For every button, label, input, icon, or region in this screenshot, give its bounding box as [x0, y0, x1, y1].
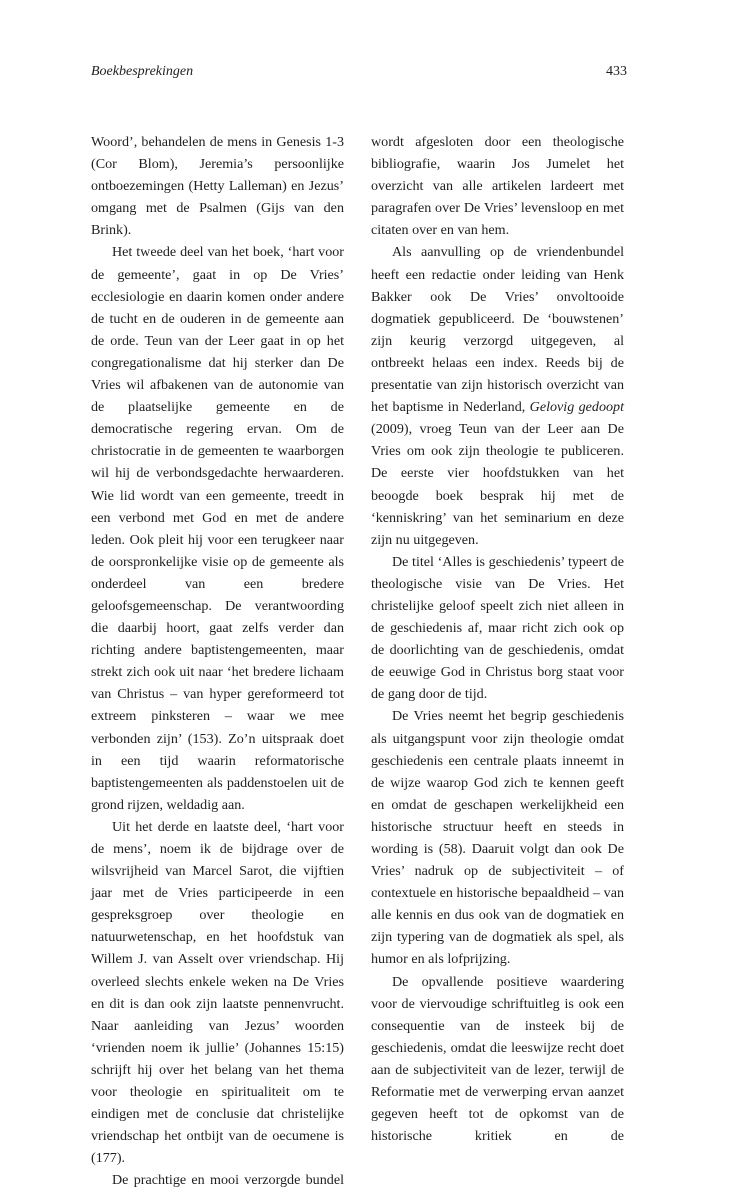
paragraph: Uit het derde en laatste deel, ‘hart voor de mens’, noem ik de bijdrage over de wilsvrijheid van Marcel Sarot, die vijftien jaar met de Vries participeerde in een gespreksgroep over theologie en natuurwetenschap, en het hoofdstuk van Willem J. van Asselt over vriendschap. Hij overleed slechts enkele weken na De Vries en dit is dan ook zijn laatste pennenvrucht. Naar aanleiding van Jezus’ woorden ‘vrienden noem ik jullie’ (Johannes 15:15) schrijft hij over het belang van het thema voor theologie en spiritualiteit om te eindigen met de conclusie dat christelijke vriendschap het ontbijt van de oecumene is (177).	[91, 818, 344, 1167]
right-column	[371, 131, 624, 1147]
paragraph-text: (2009), vroeg Teun van der Leer aan De Vries om ook zijn theologie te publiceren. De eerste vier hoofdstukken van het beoogde boek besprak hij met de ‘kenniskring’ van het seminarium en deze zijn nu uitgegeven.	[371, 421, 624, 548]
page-number: 433	[606, 64, 627, 79]
left-column	[91, 131, 344, 1192]
paragraph: Woord’, behandelen de mens in Genesis 1-3 (Cor Blom), Jeremia’s persoonlijke ontboezemingen (Hetty Lalleman) en Jezus’ omgang met de Psalmen (Gijs van den Brink).	[91, 134, 344, 239]
paragraph: De titel ‘Alles is geschiedenis’ typeert de theologische visie van De Vries. Het christelijke geloof speelt zich niet alleen in de geschiedenis af, maar richt zich ook op de doorlichting van de geschiedenis, omdat de eeuwige God in Christus borg staat voor de gang door de tijd.	[371, 553, 624, 703]
paragraph: Het tweede deel van het boek, ‘hart voor de gemeente’, gaat in op De Vries’ ecclesiologie en daarin komen onder andere de tucht en de ouderen in de gemeente aan de orde. Teun van der Leer gaat in op het congregationalisme dat hij sterker dan De Vries wil afbakenen van de autonomie van de plaatselijke gemeente en de democratische regering ervan. Om de christocratie in de gemeenten te waarborgen wil hij de verbondsgedachte herwaarderen. Wie lid wordt van een gemeente, treedt in een verbond met God en met de andere leden. Ook pleit hij voor een terugkeer naar de oorspronkelijke visie op de gemeente als onderdeel van een bredere geloofsgemeenschap. De verantwoording die daarbij hoort, gaat zelfs verder dan richting andere baptistengemeenten, maar strekt zich ook uit naar ‘het bredere lichaam van Christus – van hyper gereformeerd tot extreem pinksteren – waar we mee verbonden zijn’ (153). Zo’n uitspraak doet in een tijd waarin reformatorische baptistengemeenten als paddenstoelen uit de grond rijzen, weldadig aan.	[91, 244, 344, 813]
paragraph	[371, 241, 624, 550]
running-head	[91, 62, 627, 82]
paragraph-text: Als aanvulling op de vriendenbundel heeft een redactie onder leiding van Henk Bakker ook De Vries’ onvoltooide dogmatiek gepubliceerd. De ‘bouwstenen’ zijn keurig verzorgd uitgegeven, al ontbreekt helaas een index. Reeds bij de presentatie van zijn historisch overzicht van het baptisme in Nederland,	[371, 244, 624, 416]
paragraph: wordt afgesloten door een theologische bibliografie, waarin Jos Jumelet het overzicht van alle artikelen lardeert met paragrafen over De Vries’ levensloop en met citaten over en van hem.	[371, 134, 624, 239]
section-title: Boekbesprekingen	[91, 64, 194, 79]
paragraph: De prachtige en mooi verzorgde bundel	[112, 1172, 344, 1189]
book-title: Gelovig gedoopt	[529, 399, 624, 416]
paragraph: De opvallende positieve waardering voor de viervoudige schriftuitleg is ook een consequentie van de insteek bij de geschiedenis, omdat die leeswijze recht doet aan de subjectiviteit van de lezer, terwijl de Reformatie met de verwerping ervan aanzet gegeven heeft tot de opkomst van de historische kritiek en de	[371, 973, 624, 1145]
paragraph: De Vries neemt het begrip geschiedenis als uitgangspunt voor zijn theologie omdat geschiedenis een centrale plaats inneemt in de wijze waarop God zich te kennen geeft en omdat de geschapen werkelijkheid een historische structuur heeft en steeds in wording is (58). Daaruit volgt dan ook De Vries’ nadruk op de subjectiviteit – of contextuele en historische bepaaldheid – van alle kennis en dus ook van de dogmatiek en zijn typering van de dogmatiek als spel, als humor en als lofprijzing.	[371, 708, 624, 968]
